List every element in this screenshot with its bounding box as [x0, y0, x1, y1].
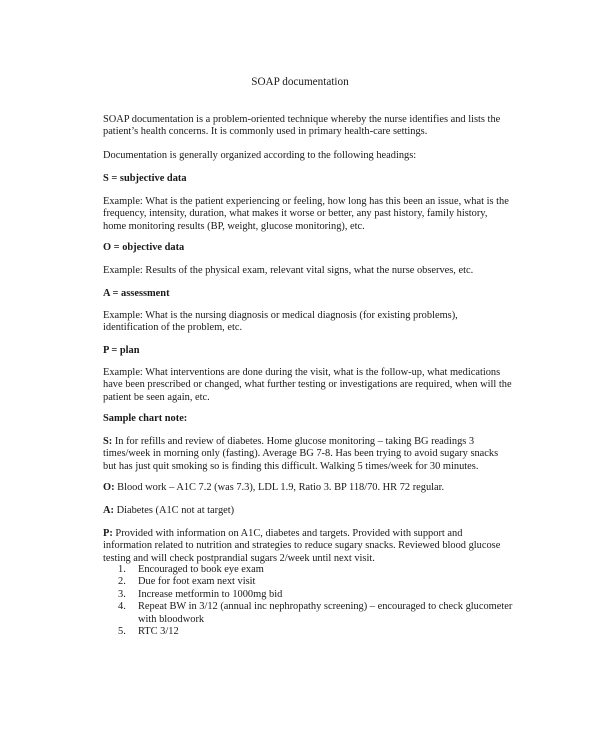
list-item-number: 1.	[118, 564, 126, 575]
list-item-number: 4.	[118, 601, 126, 613]
objective-heading: O = objective data	[103, 242, 185, 253]
sample-assessment-label: A:	[103, 505, 114, 516]
list-item	[118, 564, 513, 576]
list-item-number: 3.	[118, 588, 126, 600]
sample-subjective-text: In for refills and review of diabetes. Home glucose monitoring – taking BG readings 3 times/week in morning only (fasting). Average BG 7-8. Has been trying to avoid sugary snacks but has just quit smoking so is finding this difficult. Walking 5 times/week for 30 minutes.	[103, 436, 499, 472]
sample-plan-label: P:	[103, 528, 113, 539]
objective-example: Example: Results of the physical exam, relevant vital signs, what the nurse observes, etc.	[103, 265, 474, 276]
plan-example: Example: What interventions are done during the visit, what is the follow-up, what medications have been prescribed or changed, what further testing or investigations are required, when will the patient be seen again, etc.	[103, 367, 512, 403]
list-item-text: Encouraged to book eye exam	[138, 564, 264, 575]
sample-objective	[103, 482, 513, 494]
sample-plan-text: Provided with information on A1C, diabetes and targets. Provided with support and information related to nutrition and strategies to reduce sugary snacks. Reviewed blood glucose testing and will check postprandial sugars 2/week until next visit.	[103, 528, 501, 564]
sample-subjective	[103, 436, 513, 473]
list-item	[118, 601, 513, 626]
assessment-example: Example: What is the nursing diagnosis or medical diagnosis (for existing problems), identification of the problem, etc.	[103, 310, 458, 334]
subjective-heading: S = subjective data	[103, 173, 187, 184]
intro-headings-note: Documentation is generally organized according to the following headings:	[103, 150, 417, 161]
sample-objective-text: Blood work – A1C 7.2 (was 7.3), LDL 1.9, Ratio 3. BP 118/70. HR 72 regular.	[114, 482, 445, 493]
list-item-text: Repeat BW in 3/12 (annual inc nephropathy screening) – encouraged to check glucometer with bloodwork	[138, 601, 513, 625]
list-item-number: 2.	[118, 576, 126, 588]
assessment-heading: A = assessment	[103, 288, 170, 299]
intro-paragraph: SOAP documentation is a problem-oriented technique whereby the nurse identifies and lists the patient’s health concerns. It is commonly used in primary health-care settings.	[103, 114, 501, 138]
sample-subjective-label: S:	[103, 436, 113, 447]
list-item-text: Increase metformin to 1000mg bid	[138, 588, 283, 600]
sample-assessment-text: Diabetes (A1C not at target)	[113, 505, 235, 516]
plan-heading: P = plan	[103, 345, 140, 356]
subjective-example: Example: What is the patient experiencing or feeling, how long has this been an issue, what is the frequency, intensity, duration, what makes it worse or better, any past history, family history, home monitoring results (BP, weight, glucose monitoring), etc.	[103, 196, 509, 232]
plan-list	[118, 564, 513, 638]
list-item-text: RTC 3/12	[138, 626, 179, 638]
list-item-text: Due for foot exam next visit	[138, 576, 256, 588]
list-item	[118, 626, 513, 638]
list-item	[118, 576, 513, 588]
sample-objective-label: O:	[103, 482, 115, 493]
sample-plan	[103, 528, 513, 565]
sample-note-heading: Sample chart note:	[103, 413, 188, 424]
sample-assessment	[103, 505, 513, 517]
document-title: SOAP documentation	[251, 76, 349, 88]
list-item-number: 5.	[118, 626, 126, 638]
list-item	[118, 589, 513, 601]
